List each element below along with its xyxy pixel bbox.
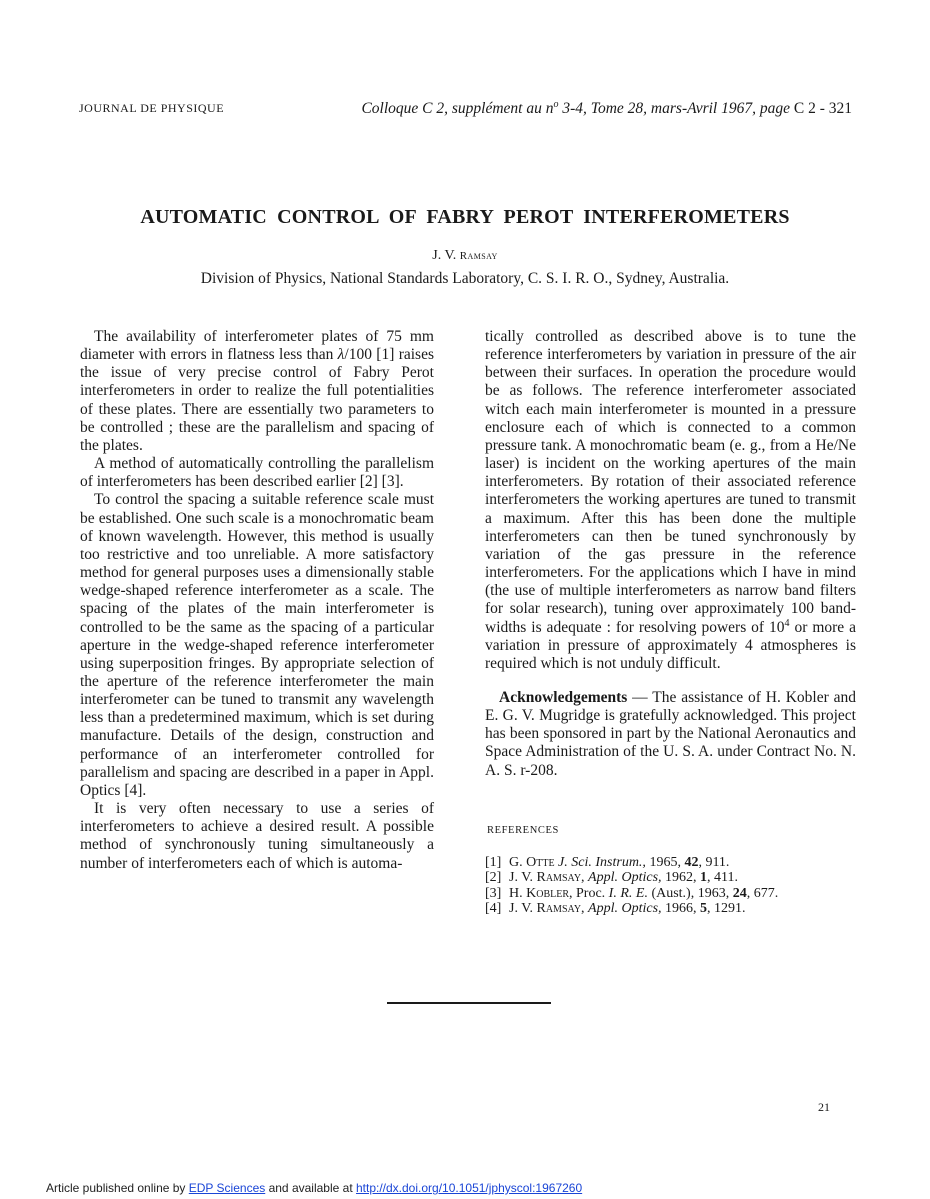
- publisher-link[interactable]: EDP Sciences: [188, 1181, 266, 1195]
- paper-title: AUTOMATIC CONTROL OF FABRY PEROT INTERFEROMETERS: [140, 206, 790, 228]
- reference-pages: , 911.: [698, 855, 730, 870]
- ack-label: Acknowledgements: [499, 688, 628, 706]
- citation-details: 3-4, Tome 28, mars-Avril 1967, page: [558, 100, 790, 118]
- right-column: [485, 328, 856, 780]
- paragraph-5: [485, 328, 856, 673]
- reference-journal-prefix: Proc.: [572, 885, 609, 901]
- reference-pages: , 411.: [707, 870, 739, 886]
- left-column: [80, 328, 434, 873]
- reference-author: J. V. Ramsay,: [509, 901, 585, 917]
- citation-line: [361, 99, 852, 118]
- paragraph-4: It is very often necessary to use a series of interferometers to achieve a desired result. A possible method of synchronously tuning simultaneously a number of interferometers each of which is automa-: [80, 800, 434, 872]
- reference-number: [1]: [485, 855, 502, 870]
- reference-item: [485, 870, 865, 885]
- paragraph-2: A method of automatically controlling the parallelism of interferometers has been described earlier [2] [3].: [80, 455, 434, 491]
- author-line: [0, 248, 930, 264]
- page-number: 21: [818, 1100, 830, 1114]
- p5-text-a: tically controlled as described above is to tune the reference interferometers by variation in pressure of the air between their surfaces. In operation the procedure would be as follows. The reference interferometer associated witch each main interferometer is mounted in a pressure enclosure each of which is connected to a common pressure tank. A monochromatic beam (e. g., from a He/Ne laser) is incident on the working apertures of the main interferometers. By rotation of their associated reference interferometers the working apertures are tuned to transmit a maximum. After this has been done the multiple interferometers can then be tuned synchronously by variation of the gas pressure in the reference interferometers. For the applications which I have in mind (the use of multiple interferometers as narrow band filters for solar research), tuning over approximately 100 band-widths is adequate : for resolving powers of 10: [485, 328, 856, 636]
- reference-volume: 24: [732, 885, 747, 901]
- author-surname: Ramsay: [459, 250, 498, 262]
- footer-prefix: Article published online by: [46, 1181, 189, 1195]
- reference-volume: 42: [684, 855, 699, 870]
- doi-link[interactable]: http://dx.doi.org/10.1051/jphyscol:1967260: [355, 1181, 583, 1195]
- reference-year: 1966,: [661, 901, 701, 917]
- reference-journal: Appl. Optics,: [588, 870, 662, 886]
- author-initials: J. V.: [432, 248, 460, 263]
- ack-text: — The assistance of H. Kobler and E. G. V. Mugridge is gratefully acknowledged. This project has been sponsored in part by the National Aeronautics and Space Administration of the U. S. A. under Contract No. N. A. S. r-208.: [485, 688, 856, 779]
- reference-item: [485, 886, 865, 901]
- p1-text-a: The availability of interferometer plates of 75 mm diameter with errors in flatness less than: [80, 328, 434, 364]
- reference-year: (Aust.), 1963,: [647, 885, 733, 901]
- reference-journal: Appl. Optics,: [588, 901, 662, 917]
- reference-author: J. V. Ramsay,: [509, 870, 585, 886]
- acknowledgements: [485, 689, 856, 780]
- references-heading: REFERENCES: [487, 825, 559, 836]
- end-rule: [387, 1002, 551, 1004]
- reference-year: 1965,: [645, 855, 685, 870]
- citation-superscript: o: [553, 99, 559, 110]
- p5-text-b: or more a variation in pressure of approximately 4 atmospheres is required which is not unduly difficult.: [485, 618, 856, 672]
- reference-pages: , 1291.: [707, 901, 746, 917]
- reference-journal: I. R. E.: [608, 885, 648, 901]
- citation-page: C 2 - 321: [790, 100, 852, 118]
- p5-superscript: 4: [784, 617, 790, 629]
- reference-year: 1962,: [661, 870, 701, 886]
- reference-volume: 1: [700, 870, 708, 886]
- references-list: [485, 855, 865, 917]
- reference-number: [2]: [485, 870, 502, 886]
- reference-author: G. Otte: [509, 855, 555, 870]
- footer-middle: and available at: [265, 1181, 356, 1195]
- affiliation: Division of Physics, National Standards Laboratory, C. S. I. R. O., Sydney, Australia.: [200, 270, 730, 287]
- citation-text: Colloque C 2, supplément au n: [361, 100, 554, 118]
- reference-author: H. Kobler,: [509, 885, 573, 901]
- reference-item: [485, 855, 865, 870]
- reference-item: [485, 901, 865, 916]
- lambda-symbol: λ: [337, 346, 345, 364]
- p1-text-b: /100 [1] raises the issue of very precise control of Fabry Perot interferometers in order to realize the full potentialities of these plates. There are essentially two parameters to be controlled ; these are the parallelism and spacing of the plates.: [80, 346, 434, 454]
- footer-notice: [46, 1181, 582, 1195]
- reference-pages: , 677.: [746, 885, 779, 901]
- reference-volume: 5: [700, 901, 708, 917]
- reference-number: [3]: [485, 885, 502, 901]
- reference-number: [4]: [485, 901, 502, 917]
- paragraph-1: [80, 328, 434, 455]
- reference-journal: J. Sci. Instrum.,: [558, 855, 646, 870]
- paragraph-3: To control the spacing a suitable reference scale must be established. One such scale is a monochromatic beam of known wavelength. However, this method is usually too restrictive and too unreliable. A more satisfactory method for general purposes uses a dimensionally stable wedge-shaped reference interferometer as a scale. The spacing of the plates of the main interferometer is controlled to be the same as the spacing of a particular aperture in the wedge-shaped reference interferometer using superposition fringes. By appropriate selection of the aperture of the reference interferometer the main interferometer can be tuned to transmit any wavelength less than a predetermined maximum, which is set during manufacture. Details of the design, construction and performance of an interferometer controlled for parallelism and spacing are described in a paper in Appl. Optics [4].: [80, 491, 434, 799]
- journal-name: JOURNAL DE PHYSIQUE: [79, 101, 225, 115]
